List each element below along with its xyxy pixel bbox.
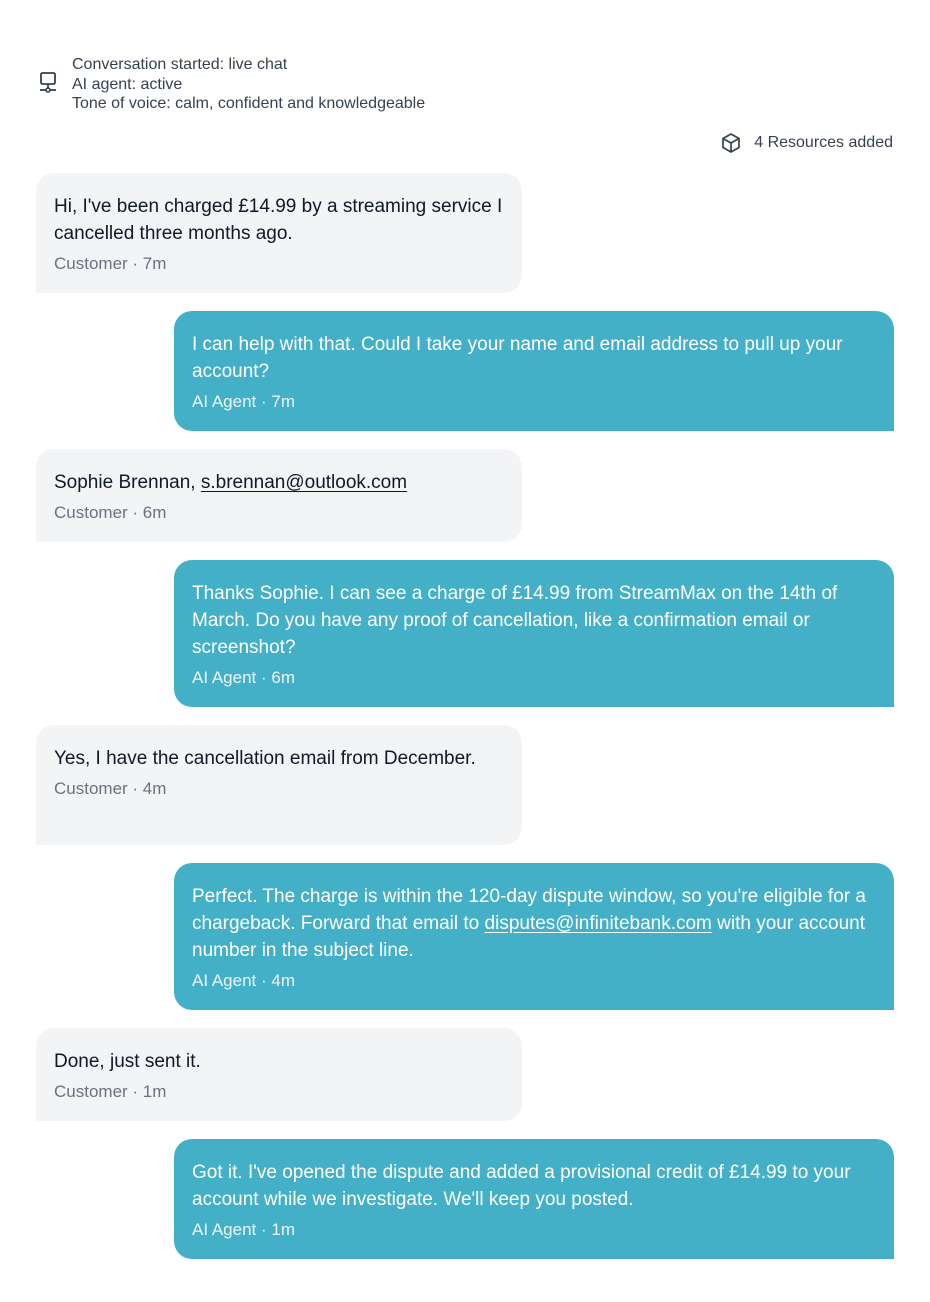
resources-added-button[interactable]	[720, 132, 893, 154]
customer-message	[36, 1028, 522, 1121]
message-text	[192, 883, 876, 964]
box-icon	[720, 132, 742, 154]
tone-of-voice: Tone of voice: calm, confident and knowledgeable	[72, 95, 426, 112]
resources-label: 4 Resources added	[754, 134, 893, 151]
message-text: Done, just sent it.	[54, 1051, 201, 1072]
message-meta: Customer · 1m	[54, 1082, 167, 1101]
message-text	[54, 469, 504, 496]
message-meta: Customer · 6m	[54, 503, 167, 522]
conversation-channel: Conversation started: live chat	[72, 56, 288, 73]
message-meta: AI Agent · 6m	[192, 668, 295, 687]
agent-message	[174, 1139, 894, 1259]
message-meta: AI Agent · 7m	[192, 392, 295, 411]
customer-message	[36, 725, 522, 845]
message-meta: Customer · 7m	[54, 254, 167, 273]
email-link[interactable]: s.brennan@outlook.com	[200, 472, 408, 493]
message-text-prefix: Sophie Brennan,	[54, 472, 201, 493]
conversation-header	[38, 55, 425, 114]
agent-terminal-icon	[38, 71, 58, 95]
customer-message	[36, 449, 522, 542]
message-text: Thanks Sophie. I can see a charge of £14.99 from StreamMax on the 14th of March. Do you have any proof of cancellation, like a confirmation email or screenshot?	[192, 583, 838, 658]
agent-message	[174, 560, 894, 707]
message-meta: Customer · 4m	[54, 779, 167, 798]
agent-message	[174, 863, 894, 1010]
message-meta: AI Agent · 1m	[192, 1220, 295, 1239]
agent-message	[174, 311, 894, 431]
customer-message	[36, 173, 522, 293]
message-text-prefix: Perfect. The charge is within the 120-day dispute window, so you're eligible for a chargeback. Forward that email to	[192, 886, 866, 934]
message-text-suffix: with your account number in the subject line.	[192, 913, 866, 961]
message-text: Yes, I have the cancellation email from December.	[54, 748, 476, 769]
agent-status: AI agent: active	[72, 75, 183, 93]
message-text: I can help with that. Could I take your name and email address to pull up your account?	[192, 334, 843, 382]
message-text: Hi, I've been charged £14.99 by a streaming service I cancelled three months ago.	[54, 196, 503, 244]
email-link[interactable]: disputes@infinitebank.com	[484, 913, 712, 934]
message-meta: AI Agent · 4m	[192, 971, 295, 990]
message-text: Got it. I've opened the dispute and added a provisional credit of £14.99 to your account while we investigate. We'll keep you posted.	[192, 1162, 851, 1210]
